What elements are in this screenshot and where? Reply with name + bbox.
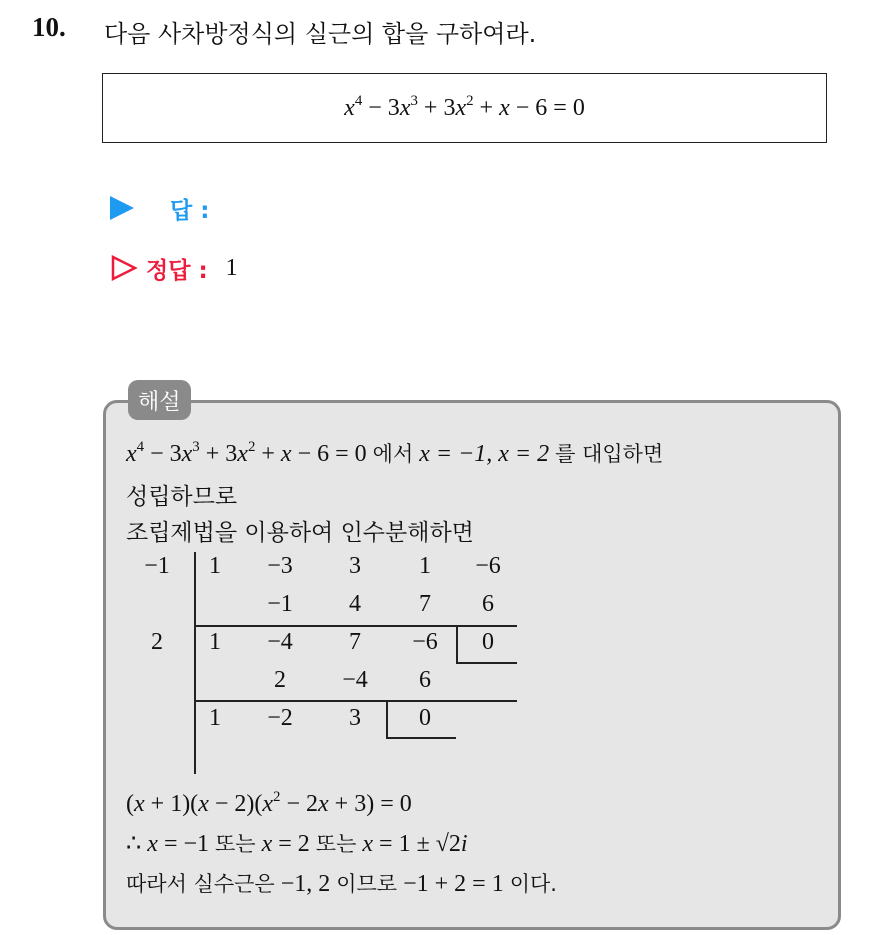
synthetic-cell: 0 bbox=[482, 629, 494, 655]
text-or-1: 또는 bbox=[215, 832, 256, 856]
substitution-2: x = 2 bbox=[498, 441, 550, 467]
synthetic-cell: −6 bbox=[475, 553, 501, 579]
synthetic-cell: 1 bbox=[419, 553, 431, 579]
synthetic-cell: −4 bbox=[342, 667, 368, 693]
explanation-line-1 bbox=[126, 438, 663, 468]
synthetic-cell: 6 bbox=[482, 591, 494, 617]
play-arrow-icon bbox=[110, 196, 134, 220]
synthetic-cell: 1 bbox=[209, 705, 221, 731]
explanation-line-2: 성립하므로 bbox=[126, 484, 238, 510]
original-equation: $x^4 - 3x^3 + 3x^2 + x - 6 = 0$ bbox=[126, 438, 367, 467]
synthetic-cell: 1 bbox=[209, 629, 221, 655]
real-roots: −1, 2 bbox=[280, 871, 331, 897]
synthetic-cell: 7 bbox=[419, 591, 431, 617]
table-horizontal-line bbox=[456, 662, 517, 664]
synthetic-cell: 6 bbox=[419, 667, 431, 693]
therefore-symbol: ∴ bbox=[126, 831, 142, 857]
table-vertical-line bbox=[194, 552, 196, 774]
synthetic-cell: −3 bbox=[267, 553, 293, 579]
factored-form: $(x + 1)(x - 2)(x^2 - 2x + 3) = 0$ bbox=[126, 788, 412, 817]
text-substitute: 를 대입하면 bbox=[555, 442, 664, 466]
table-vertical-line bbox=[386, 700, 388, 738]
table-horizontal-line bbox=[194, 625, 517, 627]
text-since: 이므로 bbox=[336, 872, 398, 896]
explanation-line-3: 조립제법을 이용하여 인수분해하면 bbox=[126, 520, 474, 546]
divisor-2: 2 bbox=[151, 629, 163, 655]
solution-value: 1 bbox=[225, 254, 238, 281]
explanation-tag: 해설 bbox=[128, 380, 191, 420]
synthetic-cell: 4 bbox=[349, 591, 361, 617]
table-vertical-line bbox=[456, 625, 458, 663]
synthetic-cell: −6 bbox=[412, 629, 438, 655]
solution-label: 정답 : bbox=[146, 257, 208, 284]
root-sum: −1 + 2 = 1 bbox=[403, 871, 504, 897]
text-end: 이다. bbox=[509, 872, 557, 896]
synthetic-cell: 0 bbox=[419, 705, 431, 731]
answer-label: 답 : bbox=[170, 197, 210, 224]
text-eseo: 에서 bbox=[372, 442, 414, 466]
synthetic-cell: 2 bbox=[274, 667, 286, 693]
synthetic-cell: 3 bbox=[349, 553, 361, 579]
synthetic-cell: −1 bbox=[267, 591, 293, 617]
solution-row bbox=[110, 252, 238, 284]
text-conclusion-pre: 따라서 실수근은 bbox=[126, 872, 275, 896]
roots-line: ∴ x = −1 또는 x = 2 또는 x = 1 ± √2i bbox=[126, 831, 468, 857]
synthetic-cell: 7 bbox=[349, 629, 361, 655]
outline-arrow-icon bbox=[110, 254, 138, 282]
divisor-1: −1 bbox=[144, 553, 170, 579]
synthetic-cell: −2 bbox=[267, 705, 293, 731]
question-text: 다음 사차방정식의 실근의 합을 구하여라. bbox=[104, 20, 537, 48]
table-horizontal-line bbox=[386, 737, 456, 739]
question-number: 10. bbox=[32, 12, 66, 42]
equation: $x^4 - 3x^3 + 3x^2 + x - 6 = 0$ bbox=[344, 92, 585, 121]
text-or-2: 또는 bbox=[315, 832, 357, 856]
table-horizontal-line bbox=[194, 700, 517, 702]
equation-box bbox=[102, 73, 827, 143]
substitution-1: x = −1, bbox=[419, 441, 493, 467]
synthetic-cell: 3 bbox=[349, 705, 361, 731]
answer-row bbox=[110, 192, 209, 224]
synthetic-cell: −4 bbox=[267, 629, 293, 655]
synthetic-cell: 1 bbox=[209, 553, 221, 579]
conclusion-line bbox=[126, 868, 557, 898]
